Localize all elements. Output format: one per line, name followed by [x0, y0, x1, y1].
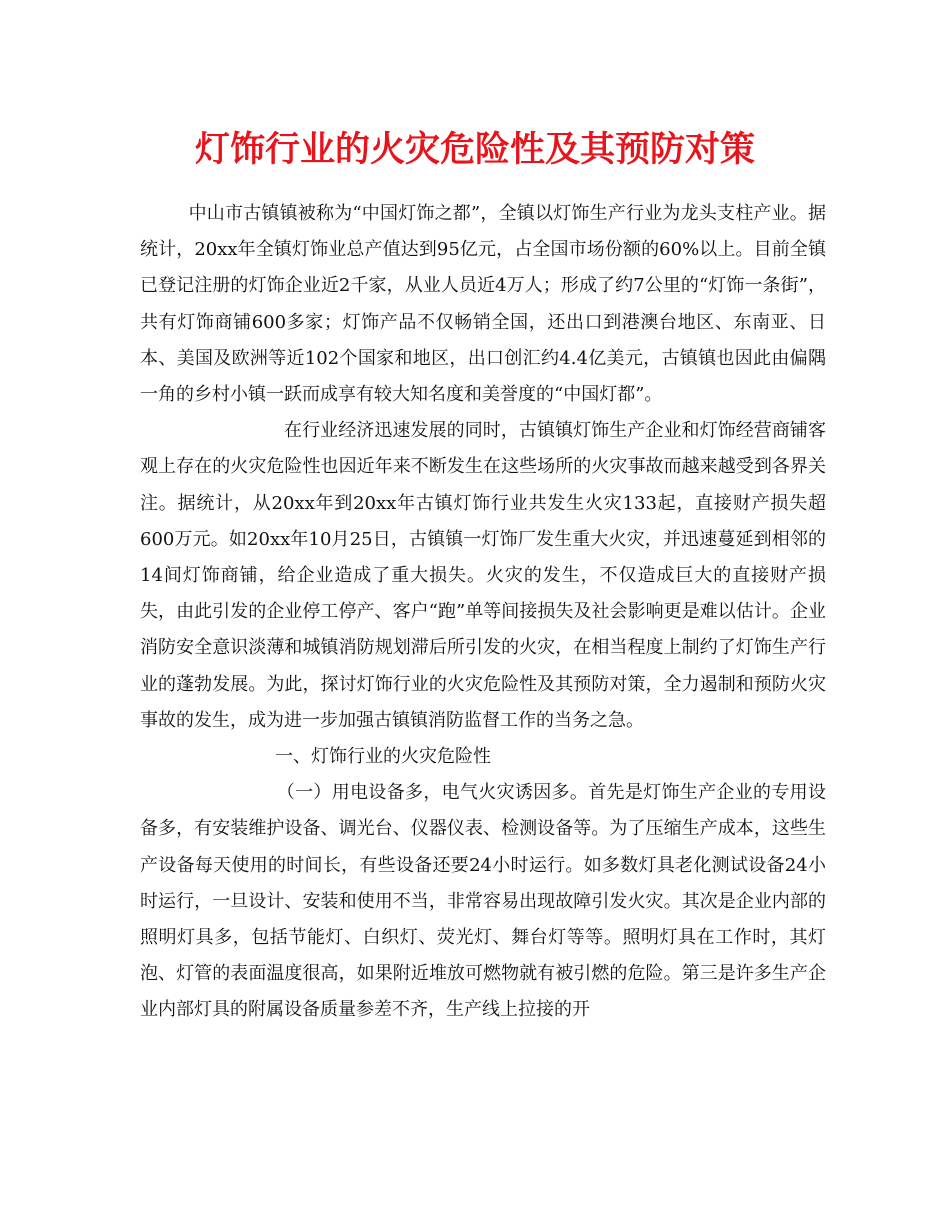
section-heading-fire-risk: 一、灯饰行业的火灾危险性	[275, 746, 491, 768]
document-body	[140, 196, 826, 1029]
document-title: 灯饰行业的火灾危险性及其预防对策	[194, 129, 755, 170]
paragraph-electrical-equipment: （一）用电设备多，电气火灾诱因多。首先是灯饰生产企业的专用设备多，有安装维护设备、调光台、仪器仪表、检测设备等。为了压缩生产成本，这些生产设备每天使用的时间长，有些设备还要24小时运行。如多数灯具老化测试设备24小时运行，一旦设计、安装和使用不当，非常容易出现故障引发火灾。其次是企业内部的照明灯具多，包括节能灯、白织灯、荧光灯、舞台灯等等。照明灯具在工作时，其灯泡、灯管的表面温度很高，如果附近堆放可燃物就有被引燃的危险。第三是许多生产企业内部灯具的附属设备质量参差不齐，生产线上拉接的开	[140, 782, 826, 1021]
paragraph-fire-risk-overview: 在行业经济迅速发展的同时，古镇镇灯饰生产企业和灯饰经营商铺客观上存在的火灾危险性也因近年来不断发生在这些场所的火灾事故而越来越受到各界关注。据统计，从20xx年到20xx年古镇灯饰行业共发生火灾133起，直接财产损失超600万元。如20xx年10月25日，古镇镇一灯饰厂发生重大火灾，并迅速蔓延到相邻的14间灯饰商铺，给企业造成了重大损失。火灾的发生，不仅造成巨大的直接财产损失，由此引发的企业停工停产、客户“跑”单等间接损失及社会影响更是难以估计。企业消防安全意识淡薄和城镇消防规划滞后所引发的火灾，在相当程度上制约了灯饰生产行业的蓬勃发展。为此，探讨灯饰行业的火灾危险性及其预防对策，全力遏制和预防火灾事故的发生，成为进一步加强古镇镇消防监督工作的当务之急。	[140, 420, 826, 731]
paragraph-intro: 中山市古镇镇被称为“中国灯饰之都”，全镇以灯饰生产行业为龙头支柱产业。据统计，20xx年全镇灯饰业总产值达到95亿元，占全国市场份额的60%以上。目前全镇已登记注册的灯饰企业近2千家，从业人员近4万人；形成了约7公里的“灯饰一条街”，共有灯饰商铺600多家；灯饰产品不仅畅销全国，还出口到港澳台地区、东南亚、日本、美国及欧洲等近102个国家和地区，出口创汇约4.4亿美元，古镇镇也因此由偏隅一角的乡村小镇一跃而成享有较大知名度和美誉度的“中国灯都”。	[140, 203, 826, 406]
